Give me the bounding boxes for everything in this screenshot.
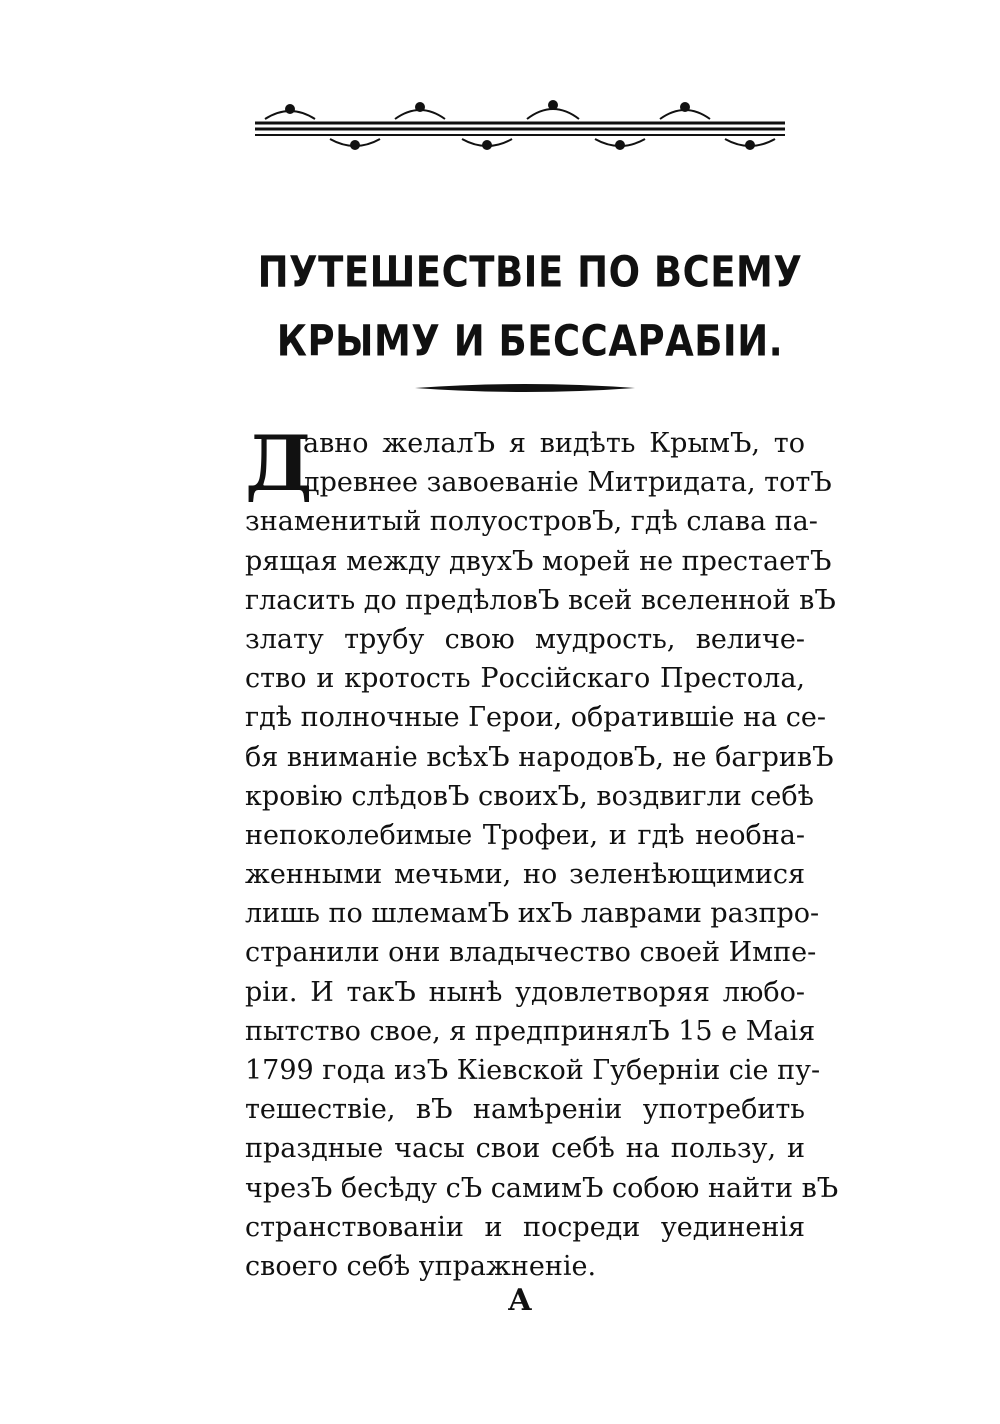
text-line: лишь по шлемамЪ ихЪ лаврами разпро- [245, 898, 820, 930]
title-line-1: ПУТЕШЕСТВІЕ ПО ВСЕМУ [257, 247, 803, 297]
signature-mark: А [507, 1283, 533, 1318]
text-line-2: древнее завоеваніе Митридата, тотЪ [303, 467, 832, 499]
text-line: женными мечьми, но зеленѣющимися [245, 859, 805, 891]
text-line-1: авно желалЪ я видѣть КрымЪ, то [303, 428, 805, 459]
text-line: кровію слѣдовЪ своихЪ, воздвигли себѣ [245, 780, 814, 812]
text-line: злату трубу свою мудрость, величе- [245, 623, 805, 655]
text-line: праздные часы свои себѣ на пользу, и [245, 1133, 805, 1165]
text-line: странствованіи и посреди уединенія [245, 1211, 805, 1243]
text-line: чрезЪ бесѣду сЪ самимЪ собою найти вЪ [245, 1172, 839, 1204]
text-line: 1799 года изЪ Кіевской Губерніи сіе пу- [245, 1055, 821, 1086]
body-paragraph [245, 419, 839, 1286]
title-line-2: КРЫМУ И БЕССАРАБІИ. [276, 316, 784, 366]
drop-cap: Д [245, 419, 313, 508]
text-line: гласить до предѣловЪ всей вселенной вЪ [245, 584, 836, 616]
text-line: знаменитый полуостровЪ, гдѣ слава па- [245, 506, 818, 538]
text-line: рящая между двухЪ морей не престаетЪ [245, 545, 832, 577]
text-line: пытство свое, я предпринялЪ 15 е Маія [245, 1015, 816, 1047]
title-divider-rule [415, 378, 635, 398]
chapter-title [220, 238, 840, 376]
text-line: ріи. И такЪ нынѣ удовлетворяя любо- [245, 976, 805, 1008]
text-line: непоколебимые Трофеи, и гдѣ необна- [245, 819, 805, 851]
text-line: тешествіе, вЪ намѣреніи употребить [245, 1094, 805, 1126]
text-line: гдѣ полночные Герои, обратившіе на се- [245, 702, 826, 734]
text-line: странили они владычество своей Импе- [245, 937, 817, 969]
text-line-last: своего себѣ упражненіе. [245, 1250, 597, 1282]
text-line: бя вниманіе всѣхЪ народовЪ, не багривЪ [245, 741, 834, 773]
text-line: ство и кротость Россійскаго Престола, [245, 663, 805, 695]
decorative-header-ornament [255, 95, 785, 155]
